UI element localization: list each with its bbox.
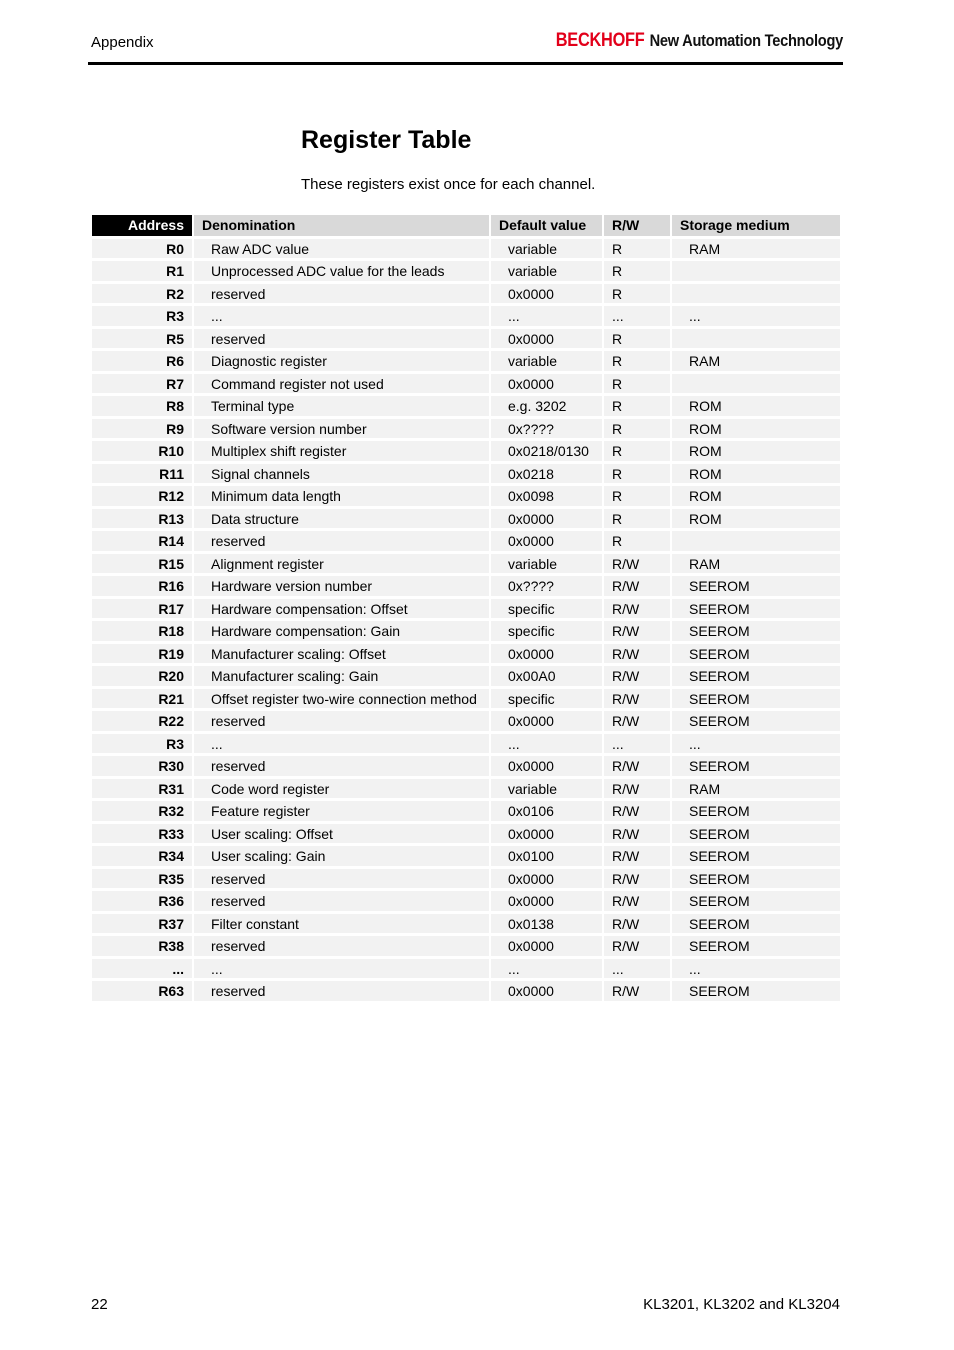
cell-address: R19 xyxy=(92,644,192,664)
table-row xyxy=(92,486,840,506)
cell-denomination: Software version number xyxy=(194,419,489,439)
cell-rw: R xyxy=(604,329,670,349)
cell-rw: R xyxy=(604,419,670,439)
cell-default-value: specific xyxy=(491,599,602,619)
cell-address: R8 xyxy=(92,396,192,416)
cell-address: R2 xyxy=(92,284,192,304)
cell-denomination: reserved xyxy=(194,981,489,1001)
cell-denomination: Feature register xyxy=(194,801,489,821)
cell-denomination: User scaling: Gain xyxy=(194,846,489,866)
cell-address: R0 xyxy=(92,239,192,259)
table-row xyxy=(92,576,840,596)
cell-default-value: 0x0000 xyxy=(491,374,602,394)
cell-denomination: Command register not used xyxy=(194,374,489,394)
cell-storage-medium: SEEROM xyxy=(672,644,840,664)
cell-denomination: reserved xyxy=(194,869,489,889)
cell-address: R18 xyxy=(92,621,192,641)
cell-address: R7 xyxy=(92,374,192,394)
cell-rw: R/W xyxy=(604,644,670,664)
table-row xyxy=(92,419,840,439)
table-row xyxy=(92,666,840,686)
cell-address: R35 xyxy=(92,869,192,889)
cell-rw: R xyxy=(604,239,670,259)
table-row xyxy=(92,689,840,709)
cell-storage-medium: ... xyxy=(672,734,840,754)
cell-address: R63 xyxy=(92,981,192,1001)
register-table xyxy=(90,212,842,1004)
table-row xyxy=(92,959,840,979)
cell-storage-medium: ROM xyxy=(672,509,840,529)
cell-denomination: Alignment register xyxy=(194,554,489,574)
cell-denomination: Manufacturer scaling: Gain xyxy=(194,666,489,686)
column-header-default-value: Default value xyxy=(491,215,602,236)
cell-denomination: reserved xyxy=(194,936,489,956)
cell-address: R17 xyxy=(92,599,192,619)
table-row xyxy=(92,914,840,934)
cell-denomination: ... xyxy=(194,734,489,754)
cell-default-value: variable xyxy=(491,261,602,281)
cell-address: R3 xyxy=(92,734,192,754)
table-row xyxy=(92,239,840,259)
beckhoff-logo xyxy=(556,30,843,52)
cell-default-value: variable xyxy=(491,351,602,371)
cell-address: R6 xyxy=(92,351,192,371)
footer-product: KL3201, KL3202 and KL3204 xyxy=(643,1296,840,1313)
table-row xyxy=(92,374,840,394)
cell-denomination: reserved xyxy=(194,711,489,731)
column-header-storage-medium: Storage medium xyxy=(672,215,840,236)
cell-storage-medium: RAM xyxy=(672,239,840,259)
cell-default-value: 0x0000 xyxy=(491,711,602,731)
cell-storage-medium: RAM xyxy=(672,554,840,574)
cell-storage-medium: SEEROM xyxy=(672,801,840,821)
cell-address: R12 xyxy=(92,486,192,506)
cell-address: R36 xyxy=(92,891,192,911)
cell-rw: R/W xyxy=(604,846,670,866)
cell-storage-medium: ... xyxy=(672,959,840,979)
cell-rw: R xyxy=(604,441,670,461)
cell-denomination: ... xyxy=(194,959,489,979)
table-row xyxy=(92,509,840,529)
cell-default-value: variable xyxy=(491,779,602,799)
cell-default-value: 0x???? xyxy=(491,576,602,596)
cell-rw: R/W xyxy=(604,711,670,731)
cell-rw: R/W xyxy=(604,914,670,934)
cell-rw: R/W xyxy=(604,689,670,709)
cell-rw: R/W xyxy=(604,756,670,776)
cell-rw: R/W xyxy=(604,576,670,596)
logo-tagline: New Automation Technology xyxy=(649,31,843,50)
table-row xyxy=(92,801,840,821)
table-row xyxy=(92,936,840,956)
table-row xyxy=(92,284,840,304)
cell-denomination: Hardware compensation: Offset xyxy=(194,599,489,619)
cell-storage-medium: SEEROM xyxy=(672,756,840,776)
cell-storage-medium xyxy=(672,374,840,394)
cell-rw: R/W xyxy=(604,869,670,889)
cell-denomination: reserved xyxy=(194,329,489,349)
cell-default-value: 0x0098 xyxy=(491,486,602,506)
cell-address: R32 xyxy=(92,801,192,821)
cell-storage-medium: SEEROM xyxy=(672,666,840,686)
cell-rw: R xyxy=(604,531,670,551)
cell-default-value: ... xyxy=(491,959,602,979)
header-section-title: Appendix xyxy=(91,34,154,51)
table-row xyxy=(92,779,840,799)
cell-rw: ... xyxy=(604,734,670,754)
cell-default-value: 0x0000 xyxy=(491,981,602,1001)
cell-storage-medium: SEEROM xyxy=(672,936,840,956)
cell-rw: R xyxy=(604,464,670,484)
cell-storage-medium: SEEROM xyxy=(672,981,840,1001)
cell-address: R15 xyxy=(92,554,192,574)
cell-address: R1 xyxy=(92,261,192,281)
cell-address: R10 xyxy=(92,441,192,461)
cell-denomination: Diagnostic register xyxy=(194,351,489,371)
cell-default-value: 0x0106 xyxy=(491,801,602,821)
cell-address: R11 xyxy=(92,464,192,484)
cell-storage-medium: ROM xyxy=(672,441,840,461)
cell-default-value: variable xyxy=(491,554,602,574)
cell-storage-medium xyxy=(672,531,840,551)
cell-storage-medium: ROM xyxy=(672,419,840,439)
table-row xyxy=(92,329,840,349)
page-number: 22 xyxy=(91,1296,108,1313)
cell-storage-medium: ROM xyxy=(672,396,840,416)
cell-address: R9 xyxy=(92,419,192,439)
table-row xyxy=(92,756,840,776)
cell-storage-medium: SEEROM xyxy=(672,824,840,844)
cell-storage-medium xyxy=(672,261,840,281)
table-row xyxy=(92,644,840,664)
table-row xyxy=(92,599,840,619)
cell-storage-medium xyxy=(672,284,840,304)
cell-default-value: 0x00A0 xyxy=(491,666,602,686)
cell-default-value: 0x???? xyxy=(491,419,602,439)
cell-storage-medium: RAM xyxy=(672,351,840,371)
cell-storage-medium: SEEROM xyxy=(672,621,840,641)
cell-denomination: reserved xyxy=(194,891,489,911)
page-title: Register Table xyxy=(301,126,472,154)
table-row xyxy=(92,846,840,866)
cell-default-value: 0x0138 xyxy=(491,914,602,934)
table-row xyxy=(92,464,840,484)
register-table-body xyxy=(92,239,840,1001)
table-row xyxy=(92,621,840,641)
cell-rw: R/W xyxy=(604,599,670,619)
cell-default-value: 0x0000 xyxy=(491,531,602,551)
cell-rw: R xyxy=(604,374,670,394)
logo-brand: BECKHOFF xyxy=(555,30,645,51)
cell-storage-medium: ... xyxy=(672,306,840,326)
cell-address: R22 xyxy=(92,711,192,731)
cell-rw: R/W xyxy=(604,621,670,641)
cell-denomination: Filter constant xyxy=(194,914,489,934)
cell-rw: R xyxy=(604,284,670,304)
cell-storage-medium xyxy=(672,329,840,349)
table-row xyxy=(92,396,840,416)
cell-denomination: Signal channels xyxy=(194,464,489,484)
cell-denomination: Multiplex shift register xyxy=(194,441,489,461)
cell-rw: ... xyxy=(604,306,670,326)
cell-address: R30 xyxy=(92,756,192,776)
cell-address: R33 xyxy=(92,824,192,844)
column-header-address: Address xyxy=(92,215,192,236)
cell-storage-medium: SEEROM xyxy=(672,576,840,596)
cell-rw: R/W xyxy=(604,891,670,911)
cell-default-value: ... xyxy=(491,306,602,326)
cell-denomination: Code word register xyxy=(194,779,489,799)
cell-address: ... xyxy=(92,959,192,979)
cell-rw: R xyxy=(604,261,670,281)
cell-default-value: e.g. 3202 xyxy=(491,396,602,416)
cell-storage-medium: SEEROM xyxy=(672,846,840,866)
column-header-denomination: Denomination xyxy=(194,215,489,236)
table-row xyxy=(92,734,840,754)
cell-storage-medium: SEEROM xyxy=(672,891,840,911)
cell-default-value: 0x0000 xyxy=(491,644,602,664)
cell-default-value: 0x0000 xyxy=(491,824,602,844)
cell-rw: R/W xyxy=(604,981,670,1001)
table-row xyxy=(92,351,840,371)
cell-storage-medium: RAM xyxy=(672,779,840,799)
table-row xyxy=(92,981,840,1001)
cell-default-value: specific xyxy=(491,621,602,641)
table-row xyxy=(92,531,840,551)
cell-storage-medium: SEEROM xyxy=(672,689,840,709)
cell-default-value: variable xyxy=(491,239,602,259)
cell-rw: R/W xyxy=(604,554,670,574)
cell-denomination: reserved xyxy=(194,284,489,304)
cell-storage-medium: SEEROM xyxy=(672,869,840,889)
cell-default-value: specific xyxy=(491,689,602,709)
cell-storage-medium: SEEROM xyxy=(672,599,840,619)
cell-address: R5 xyxy=(92,329,192,349)
cell-rw: R xyxy=(604,351,670,371)
header-row xyxy=(92,215,840,236)
cell-address: R21 xyxy=(92,689,192,709)
column-header-rw: R/W xyxy=(604,215,670,236)
cell-address: R3 xyxy=(92,306,192,326)
cell-rw: R/W xyxy=(604,666,670,686)
cell-default-value: 0x0000 xyxy=(491,756,602,776)
cell-default-value: ... xyxy=(491,734,602,754)
cell-denomination: Offset register two-wire connection method xyxy=(194,689,489,709)
table-row xyxy=(92,891,840,911)
cell-denomination: Minimum data length xyxy=(194,486,489,506)
page-header xyxy=(88,28,843,65)
cell-default-value: 0x0000 xyxy=(491,936,602,956)
table-row xyxy=(92,554,840,574)
cell-rw: R xyxy=(604,509,670,529)
cell-address: R16 xyxy=(92,576,192,596)
cell-rw: ... xyxy=(604,959,670,979)
cell-storage-medium: SEEROM xyxy=(672,711,840,731)
table-row xyxy=(92,261,840,281)
cell-address: R37 xyxy=(92,914,192,934)
table-row xyxy=(92,824,840,844)
cell-address: R34 xyxy=(92,846,192,866)
cell-rw: R/W xyxy=(604,824,670,844)
cell-denomination: Terminal type xyxy=(194,396,489,416)
cell-address: R31 xyxy=(92,779,192,799)
cell-rw: R/W xyxy=(604,801,670,821)
cell-rw: R xyxy=(604,396,670,416)
cell-denomination: ... xyxy=(194,306,489,326)
cell-default-value: 0x0218/0130 xyxy=(491,441,602,461)
cell-default-value: 0x0000 xyxy=(491,891,602,911)
cell-denomination: reserved xyxy=(194,531,489,551)
cell-address: R13 xyxy=(92,509,192,529)
table-row xyxy=(92,306,840,326)
cell-denomination: Manufacturer scaling: Offset xyxy=(194,644,489,664)
cell-storage-medium: ROM xyxy=(672,486,840,506)
cell-default-value: 0x0000 xyxy=(491,509,602,529)
register-table-header xyxy=(92,215,840,236)
cell-storage-medium: SEEROM xyxy=(672,914,840,934)
cell-default-value: 0x0000 xyxy=(491,329,602,349)
cell-denomination: Raw ADC value xyxy=(194,239,489,259)
cell-denomination: reserved xyxy=(194,756,489,776)
cell-default-value: 0x0218 xyxy=(491,464,602,484)
cell-address: R14 xyxy=(92,531,192,551)
cell-default-value: 0x0100 xyxy=(491,846,602,866)
intro-text: These registers exist once for each channel. xyxy=(301,176,596,193)
table-row xyxy=(92,441,840,461)
cell-rw: R/W xyxy=(604,936,670,956)
table-row xyxy=(92,711,840,731)
cell-storage-medium: ROM xyxy=(672,464,840,484)
cell-denomination: Hardware compensation: Gain xyxy=(194,621,489,641)
cell-rw: R xyxy=(604,486,670,506)
cell-denomination: Hardware version number xyxy=(194,576,489,596)
cell-denomination: User scaling: Offset xyxy=(194,824,489,844)
cell-default-value: 0x0000 xyxy=(491,869,602,889)
cell-rw: R/W xyxy=(604,779,670,799)
table-row xyxy=(92,869,840,889)
cell-denomination: Unprocessed ADC value for the leads xyxy=(194,261,489,281)
cell-default-value: 0x0000 xyxy=(491,284,602,304)
cell-address: R20 xyxy=(92,666,192,686)
cell-address: R38 xyxy=(92,936,192,956)
cell-denomination: Data structure xyxy=(194,509,489,529)
